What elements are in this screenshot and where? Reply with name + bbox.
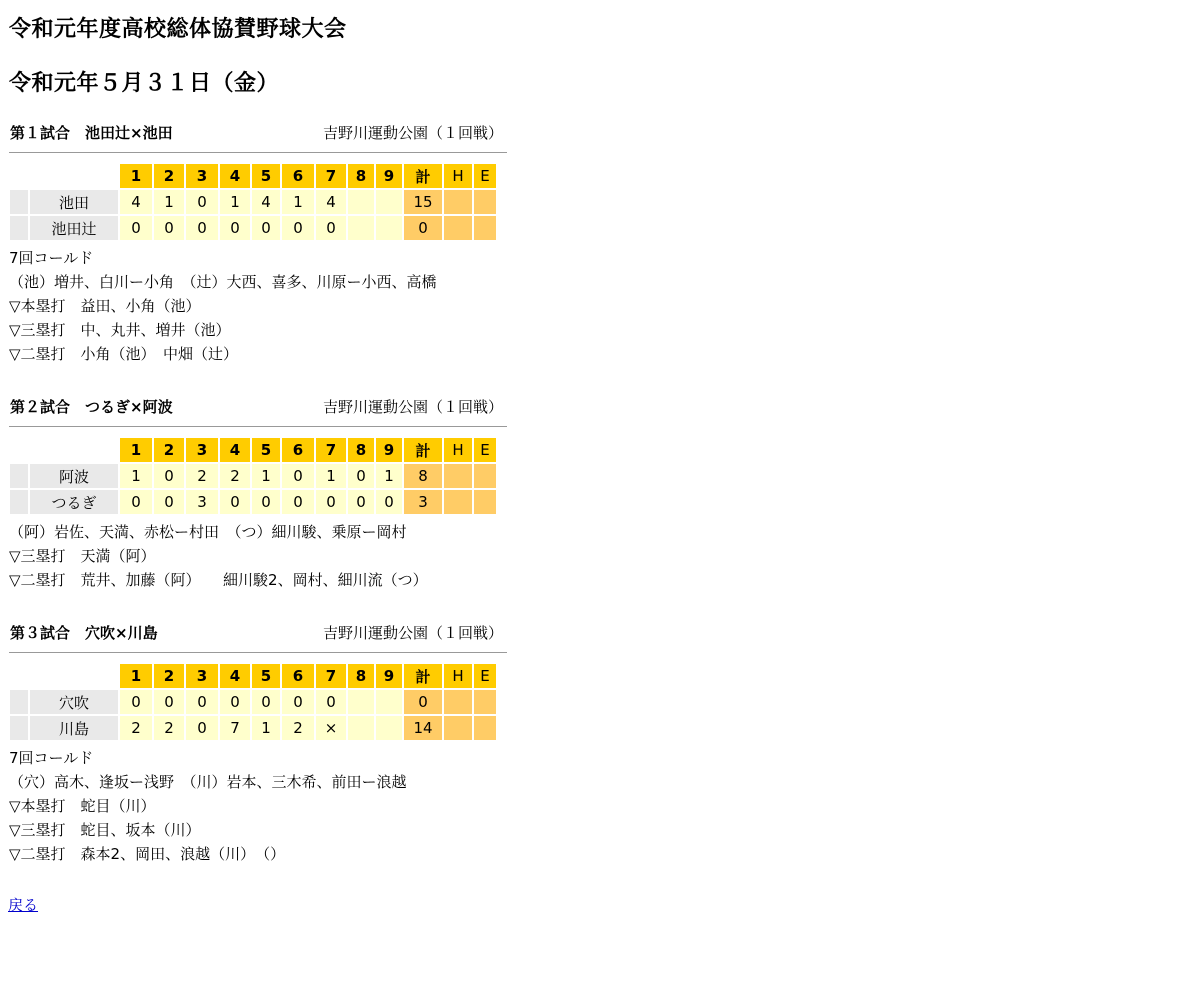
total-score: 8: [404, 464, 442, 488]
hits-cell: [444, 190, 472, 214]
table-row: [10, 490, 496, 514]
inning-score: 0: [376, 490, 402, 514]
hits-cell: [444, 464, 472, 488]
errors-cell: [474, 716, 496, 740]
inning-score: 2: [186, 464, 218, 488]
row-stub: [10, 716, 28, 740]
inning-score: 7: [220, 716, 250, 740]
inning-score: 0: [282, 690, 314, 714]
inning-score: 2: [120, 716, 152, 740]
inning-score: 1: [120, 464, 152, 488]
inning-header: 8: [348, 164, 374, 188]
note-line: ▽二塁打 森本2、岡田、浪越（川） （）: [9, 845, 286, 863]
scoreboard: [8, 436, 498, 516]
inning-header: 9: [376, 664, 402, 688]
game-title: 第３試合 穴吹×川島: [10, 624, 158, 642]
inning-header: 5: [252, 438, 280, 462]
errors-cell: [474, 216, 496, 240]
row-stub: [10, 190, 28, 214]
inning-score: 0: [282, 490, 314, 514]
inning-score: 0: [154, 216, 184, 240]
inning-score: 0: [154, 690, 184, 714]
inning-header: 4: [220, 164, 250, 188]
scoreboard-header-row: [10, 664, 496, 688]
hits-header: H: [444, 664, 472, 688]
inning-score: 0: [252, 690, 280, 714]
inning-header: 6: [282, 164, 314, 188]
team-name: 池田辻: [30, 216, 118, 240]
inning-header: 1: [120, 664, 152, 688]
team-name: 穴吹: [30, 690, 118, 714]
inning-score: 0: [252, 216, 280, 240]
header-blank: [10, 164, 28, 188]
inning-header: 7: [316, 664, 346, 688]
row-stub: [10, 690, 28, 714]
game-3: [9, 622, 507, 866]
note-line: 7回コールド: [9, 249, 94, 267]
hits-header: H: [444, 164, 472, 188]
inning-score: 0: [316, 690, 346, 714]
inning-score: 2: [220, 464, 250, 488]
errors-cell: [474, 190, 496, 214]
note-line: ▽本塁打 蛇目（川）: [9, 797, 156, 815]
total-score: 0: [404, 690, 442, 714]
header-blank: [10, 664, 28, 688]
game-header: [9, 622, 507, 653]
total-score: 14: [404, 716, 442, 740]
inning-score: 0: [220, 490, 250, 514]
inning-score: 4: [120, 190, 152, 214]
inning-score: 0: [186, 216, 218, 240]
game-1: [9, 122, 507, 366]
inning-header: 6: [282, 664, 314, 688]
row-stub: [10, 464, 28, 488]
note-line: （穴）高木、逢坂ー浅野 （川）岩本、三木希、前田ー浪越: [9, 773, 407, 791]
inning-header: 1: [120, 164, 152, 188]
table-row: [10, 716, 496, 740]
inning-score: 3: [186, 490, 218, 514]
total-header: 計: [404, 438, 442, 462]
errors-header: E: [474, 164, 496, 188]
note-line: 7回コールド: [9, 749, 94, 767]
game-notes: [9, 246, 507, 366]
inning-score: [376, 216, 402, 240]
inning-score: 0: [120, 216, 152, 240]
note-line: ▽三塁打 中、丸井、増井（池）: [9, 321, 231, 339]
scoreboard: [8, 662, 498, 742]
inning-score: 0: [186, 690, 218, 714]
hits-cell: [444, 716, 472, 740]
inning-score: [348, 216, 374, 240]
inning-score: 0: [348, 464, 374, 488]
inning-score: 0: [220, 690, 250, 714]
team-name: 川島: [30, 716, 118, 740]
back-link[interactable]: 戻る: [8, 896, 39, 914]
inning-score: 0: [252, 490, 280, 514]
note-line: ▽三塁打 天満（阿）: [9, 547, 156, 565]
inning-score: 1: [252, 716, 280, 740]
total-header: 計: [404, 664, 442, 688]
inning-score: 0: [120, 490, 152, 514]
header-blank: [10, 438, 28, 462]
inning-header: 9: [376, 438, 402, 462]
scoreboard: [8, 162, 498, 242]
inning-score: 0: [154, 464, 184, 488]
inning-score: 0: [154, 490, 184, 514]
errors-cell: [474, 464, 496, 488]
game-2: [9, 396, 507, 592]
inning-score: 1: [220, 190, 250, 214]
errors-cell: [474, 690, 496, 714]
header-blank: [30, 664, 118, 688]
inning-header: 3: [186, 438, 218, 462]
table-row: [10, 464, 496, 488]
inning-score: 2: [282, 716, 314, 740]
team-name: 阿波: [30, 464, 118, 488]
note-line: （池）増井、白川ー小角 （辻）大西、喜多、川原ー小西、高橋: [9, 273, 437, 291]
total-score: 3: [404, 490, 442, 514]
errors-header: E: [474, 438, 496, 462]
note-line: ▽三塁打 蛇目、坂本（川）: [9, 821, 201, 839]
inning-header: 3: [186, 164, 218, 188]
inning-score: 2: [154, 716, 184, 740]
inning-header: 2: [154, 164, 184, 188]
header-blank: [30, 164, 118, 188]
table-row: [10, 190, 496, 214]
inning-header: 4: [220, 438, 250, 462]
team-name: 池田: [30, 190, 118, 214]
table-row: [10, 216, 496, 240]
inning-header: 8: [348, 664, 374, 688]
inning-score: [348, 690, 374, 714]
game-notes: [9, 746, 507, 866]
game-title: 第１試合 池田辻×池田: [10, 124, 173, 142]
inning-header: 1: [120, 438, 152, 462]
inning-score: 1: [316, 464, 346, 488]
inning-score: 0: [220, 216, 250, 240]
inning-score: 4: [252, 190, 280, 214]
inning-score: ×: [316, 716, 346, 740]
inning-header: 7: [316, 164, 346, 188]
inning-score: 1: [376, 464, 402, 488]
note-line: ▽二塁打 小角（池） 中畑（辻）: [9, 345, 239, 363]
inning-header: 4: [220, 664, 250, 688]
date-title: 令和元年５月３１日（金）: [9, 71, 280, 96]
errors-header: E: [474, 664, 496, 688]
inning-header: 5: [252, 164, 280, 188]
scoreboard-header-row: [10, 438, 496, 462]
inning-score: 1: [252, 464, 280, 488]
inning-score: [376, 190, 402, 214]
team-name: つるぎ: [30, 490, 118, 514]
hits-cell: [444, 216, 472, 240]
game-venue: 吉野川運動公園（１回戦）: [322, 398, 503, 416]
note-line: ▽二塁打 荒井、加藤（阿） 細川駿2、岡村、細川流（つ）: [9, 571, 428, 589]
inning-score: 0: [186, 716, 218, 740]
game-venue: 吉野川運動公園（１回戦）: [322, 624, 503, 642]
inning-score: 0: [316, 216, 346, 240]
inning-score: 0: [282, 464, 314, 488]
total-score: 15: [404, 190, 442, 214]
game-notes: [9, 520, 507, 592]
header-blank: [30, 438, 118, 462]
inning-score: [348, 716, 374, 740]
note-line: ▽本塁打 益田、小角（池）: [9, 297, 201, 315]
game-venue: 吉野川運動公園（１回戦）: [322, 124, 503, 142]
total-score: 0: [404, 216, 442, 240]
hits-header: H: [444, 438, 472, 462]
game-header: [9, 122, 507, 153]
inning-score: 0: [282, 216, 314, 240]
inning-score: [376, 690, 402, 714]
game-title: 第２試合 つるぎ×阿波: [10, 398, 173, 416]
inning-score: 0: [316, 490, 346, 514]
errors-cell: [474, 490, 496, 514]
inning-score: 4: [316, 190, 346, 214]
inning-header: 8: [348, 438, 374, 462]
game-header: [9, 396, 507, 427]
total-header: 計: [404, 164, 442, 188]
inning-score: 0: [120, 690, 152, 714]
note-line: （阿）岩佐、天満、赤松ー村田 （つ）細川駿、乗原ー岡村: [9, 523, 407, 541]
row-stub: [10, 216, 28, 240]
inning-score: [348, 190, 374, 214]
inning-header: 7: [316, 438, 346, 462]
inning-score: [376, 716, 402, 740]
inning-header: 3: [186, 664, 218, 688]
table-row: [10, 690, 496, 714]
inning-header: 9: [376, 164, 402, 188]
hits-cell: [444, 490, 472, 514]
scoreboard-header-row: [10, 164, 496, 188]
inning-header: 5: [252, 664, 280, 688]
inning-header: 2: [154, 664, 184, 688]
inning-score: 0: [348, 490, 374, 514]
inning-score: 1: [154, 190, 184, 214]
inning-header: 2: [154, 438, 184, 462]
row-stub: [10, 490, 28, 514]
inning-score: 0: [186, 190, 218, 214]
page-title: 令和元年度高校総体協賛野球大会: [9, 17, 347, 42]
hits-cell: [444, 690, 472, 714]
inning-score: 1: [282, 190, 314, 214]
inning-header: 6: [282, 438, 314, 462]
